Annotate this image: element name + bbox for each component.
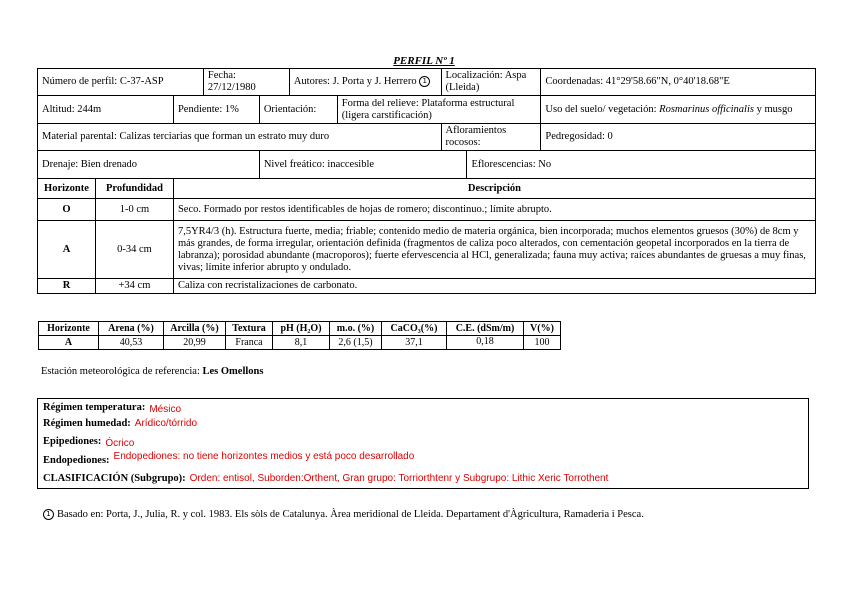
stats-cell: Franca	[226, 336, 273, 350]
table-row	[38, 221, 816, 279]
temperature-label: Régimen temperatura:	[43, 402, 146, 413]
classification-value: Orden: entisol, Suborden:Orthent, Gran grupo: Torriorthtenr y Subgrupo: Lithic Xeric Torrothent	[189, 473, 609, 484]
stats-header: Textura	[226, 322, 273, 336]
slope: Pendiente: 1%	[173, 96, 259, 124]
stats-header: m.o. (%)	[330, 322, 382, 336]
drainage: Drenaje: Bien drenado	[38, 151, 260, 179]
table-row	[38, 199, 816, 221]
classification-subgroup	[43, 473, 608, 484]
endopedons-label: Endopediones:	[43, 455, 110, 466]
col-profundidad: Profundidad	[95, 179, 173, 199]
date: Fecha: 27/12/1980	[203, 69, 289, 96]
footnote-text: Basado en: Porta, J., Julia, R. y col. 1983. Els sòls de Catalunya. Àrea meridional de Lleida. Departament d'Àgricultura, Ramaderia i Pesca.	[57, 509, 644, 520]
table-row	[39, 336, 561, 350]
horizon-description: Caliza con recristalizaciones de carbonato.	[173, 279, 815, 294]
temperature-value: Mésico	[149, 404, 182, 415]
note-marker-icon: 1	[419, 76, 430, 87]
stoniness: Pedregosidad: 0	[541, 124, 816, 151]
land-use-species: Rosmarinus officinalis	[659, 103, 754, 115]
col-descripcion: Descripción	[173, 179, 815, 199]
efflorescence: Eflorescencias: No	[467, 151, 816, 179]
analysis-table	[38, 321, 561, 350]
footnote	[43, 509, 644, 520]
horizon-code: A	[38, 221, 96, 279]
horizon-depth: +34 cm	[95, 279, 173, 294]
epipedons-label: Epipediones:	[43, 436, 102, 447]
authors-text: Autores: J. Porta y J. Herrero	[293, 76, 417, 88]
horizon-description: Seco. Formado por restos identificables de hojas de romero; discontinuo.; límite abrupto.	[173, 199, 815, 221]
endopedons-value: Endopediones: no tiene horizontes medios y está poco desarrollado	[113, 451, 415, 462]
stats-cell: 100	[524, 336, 561, 350]
authors	[289, 69, 441, 96]
stats-header: C.E. (dSm/m)	[447, 322, 524, 336]
page-title: PERFIL Nº 1	[393, 55, 455, 67]
col-horizonte: Horizonte	[38, 179, 96, 199]
moisture-value: Arídico/tórrido	[134, 418, 198, 429]
relief-form: Forma del relieve: Plataforma estructural (ligera carstificación)	[337, 96, 541, 124]
temperature-regime	[43, 402, 181, 413]
weather-station	[41, 366, 263, 377]
land-use-suffix: y musgo	[753, 103, 793, 115]
stats-header: V(%)	[524, 322, 561, 336]
orientation: Orientación:	[259, 96, 337, 124]
stats-cell: 0,18	[447, 336, 524, 350]
stats-header: Horizonte	[39, 322, 99, 336]
epipedons	[43, 436, 134, 447]
horizon-code: R	[38, 279, 96, 294]
table-row	[38, 279, 816, 294]
stats-cell: 37,1	[382, 336, 447, 350]
stats-cell: 20,99	[164, 336, 226, 350]
altitude: Altitud: 244m	[38, 96, 174, 124]
stats-cell: 2,6 (1,5)	[330, 336, 382, 350]
profile-table	[37, 68, 816, 294]
parent-material: Material parental: Calizas terciarias que forman un estrato muy duro	[38, 124, 442, 151]
stats-cell: 40,53	[99, 336, 164, 350]
stats-header: CaCO₃(%)	[382, 322, 447, 336]
epipedons-value: Ócrico	[105, 438, 135, 449]
land-use-label: Uso del suelo/ vegetación:	[545, 103, 660, 115]
classification-label: CLASIFICACIÓN (Subgrupo):	[43, 473, 186, 484]
stats-cell: A	[39, 336, 99, 350]
coordinates: Coordenadas: 41°29'58.66"N, 0°40'18.68"E	[541, 69, 816, 96]
horizon-code: O	[38, 199, 96, 221]
weather-station-label: Estación meteorológica de referencia:	[41, 366, 203, 377]
horizon-description: 7,5YR4/3 (h). Estructura fuerte, media; friable; contenido medio de materia orgánica, bien incorporada; muchos elementos gruesos (30%) de 8cm y más grandes, de forma irregular, orientación definida (fragmentos de caliza poco alterados, con cementación geopetal incorporados en la tierra de labranza); porosidad abundante (macroporos); fuerte efervescencia al HCl, generalizada; fauna muy activa; raíces abundantes de gruesas a muy finas, vivas; límite inferior abrupto y ondulado.	[173, 221, 815, 279]
note-marker-icon: 1	[43, 509, 54, 520]
stats-header: pH (H₂O)	[273, 322, 330, 336]
horizon-depth: 0-34 cm	[95, 221, 173, 279]
stats-header: Arena (%)	[99, 322, 164, 336]
water-table: Nivel freático: inaccesible	[259, 151, 467, 179]
horizon-depth: 1-0 cm	[95, 199, 173, 221]
land-use	[541, 96, 816, 124]
moisture-regime	[43, 418, 197, 429]
weather-station-value: Les Omellons	[202, 366, 264, 377]
rock-outcrops: Afloramientos rocosos:	[441, 124, 541, 151]
moisture-label: Régimen humedad:	[43, 418, 131, 429]
location: Localización: Aspa (Lleida)	[441, 69, 541, 96]
classification-box	[37, 398, 809, 489]
profile-number: Número de perfil: C-37-ASP	[38, 69, 204, 96]
endopedons	[43, 451, 415, 466]
stats-header: Arcilla (%)	[164, 322, 226, 336]
stats-cell: 8,1	[273, 336, 330, 350]
